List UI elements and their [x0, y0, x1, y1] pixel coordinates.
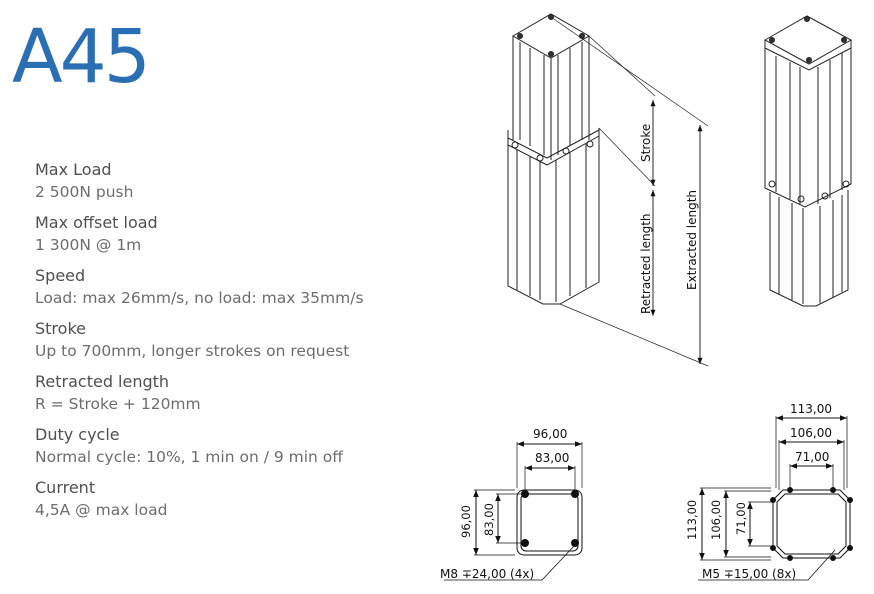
- spec-label: Current: [35, 478, 96, 497]
- left-width-outer: 96,00: [533, 427, 568, 441]
- product-title: A45: [12, 14, 148, 100]
- spec-value: 4,5A @ max load: [35, 501, 168, 519]
- spec-label: Speed: [35, 266, 86, 285]
- left-height-inner: 83,00: [482, 503, 496, 536]
- extended-column-view: [508, 14, 708, 366]
- spec-value: 2 500N push: [35, 183, 134, 201]
- retracted-column-view: [765, 16, 851, 306]
- spec-value: Load: max 26mm/s, no load: max 35mm/s: [35, 289, 364, 307]
- spec-label: Retracted length: [35, 372, 170, 391]
- right-width-3: 71,00: [795, 450, 830, 464]
- left-thread-note: M8 ∓24,00 (4x): [440, 567, 535, 581]
- spec-label: Duty cycle: [35, 425, 120, 444]
- right-width-1: 113,00: [790, 402, 832, 416]
- spec-label: Max offset load: [35, 213, 158, 232]
- left-height-outer: 96,00: [459, 505, 473, 538]
- right-height-2: 106,00: [709, 499, 723, 540]
- left-width-inner: 83,00: [535, 451, 570, 465]
- spec-value: 1 300N @ 1m: [35, 236, 142, 254]
- right-height-1: 113,00: [685, 499, 699, 540]
- spec-label: Max Load: [35, 160, 112, 179]
- stroke-dim-label: Stroke: [639, 123, 653, 162]
- retracted-length-dim-label: Retracted length: [639, 213, 653, 314]
- spec-value: R = Stroke + 120mm: [35, 395, 201, 413]
- extracted-length-dim-label: Extracted length: [685, 189, 699, 290]
- right-height-3: 71,00: [734, 502, 748, 535]
- spec-value: Normal cycle: 10%, 1 min on / 9 min off: [35, 448, 343, 466]
- spec-value: Up to 700mm, longer strokes on request: [35, 342, 350, 360]
- section-right-drawing: [698, 416, 853, 580]
- right-width-2: 106,00: [790, 426, 832, 440]
- spec-label: Stroke: [35, 319, 86, 338]
- right-thread-note: M5 ∓15,00 (8x): [702, 567, 797, 581]
